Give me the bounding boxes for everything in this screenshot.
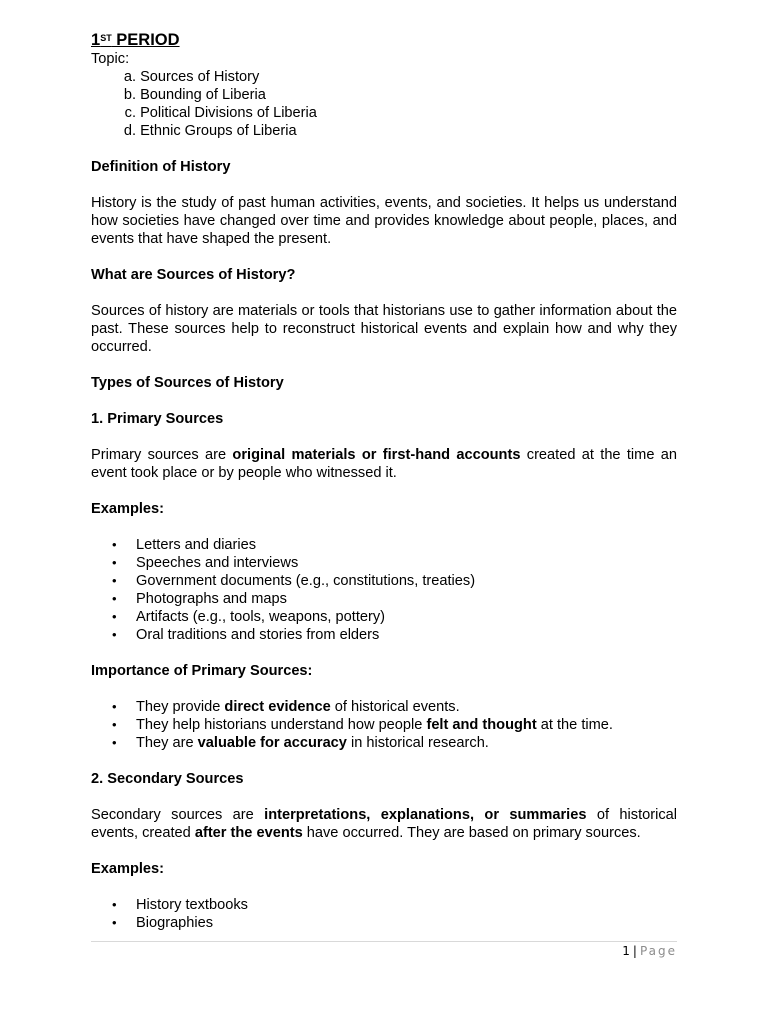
- footer-divider: [91, 941, 677, 942]
- topic-item: [91, 122, 677, 140]
- list-item-text: Photographs and maps: [136, 591, 287, 607]
- topic-list: [91, 68, 677, 140]
- topic-text: Bounding of Liberia: [140, 87, 266, 103]
- what-are-sources-body: Sources of history are materials or tools that historians use to gather information about the past. These sources help to reconstruct historical events and explain how and why they occurred.: [91, 303, 677, 355]
- topic-item: [91, 86, 677, 104]
- topic-label: Topic:: [91, 51, 130, 67]
- list-item: [91, 734, 677, 752]
- document-page: [91, 30, 677, 932]
- topic-text: Ethnic Groups of Liberia: [140, 123, 297, 139]
- definition-body: History is the study of past human activities, events, and societies. It helps us understand how societies have changed over time and provides knowledge about people, places, and events that have shaped the present.: [91, 195, 677, 247]
- topic-marker: c.: [124, 105, 136, 121]
- list-item-text: They are valuable for accuracy in historical research.: [136, 735, 489, 751]
- bullet-icon: •: [112, 537, 117, 552]
- list-item: [91, 554, 677, 572]
- topic-text: Sources of History: [140, 69, 260, 85]
- primary-body-bold: original materials or first-hand accounts: [232, 447, 521, 463]
- page-title: [91, 30, 677, 50]
- importance-list: [91, 698, 677, 752]
- page-number: 1: [622, 944, 630, 958]
- bullet-icon: •: [112, 735, 117, 750]
- primary-sources-heading: 1. Primary Sources: [91, 411, 224, 427]
- secondary-sources-heading: 2. Secondary Sources: [91, 771, 244, 787]
- topic-text: Political Divisions of Liberia: [140, 105, 317, 121]
- list-item-text: History textbooks: [136, 897, 248, 913]
- primary-body-text: created at the time an event took place or by people who witnessed it.: [91, 447, 677, 481]
- secondary-examples-list: [91, 896, 677, 932]
- list-item: [91, 608, 677, 626]
- primary-examples-list: [91, 536, 677, 644]
- list-item-text: They provide direct evidence of historical events.: [136, 699, 460, 715]
- secondary-sources-body: Secondary sources are interpretations, explanations, or summaries of historical events, created after the events have occurred. They are based on primary sources.: [91, 807, 678, 841]
- footer-separator: |: [632, 944, 637, 958]
- list-item-text: They help historians understand how people felt and thought at the time.: [136, 717, 613, 733]
- list-item-text: Letters and diaries: [136, 537, 257, 553]
- page-footer: [622, 943, 677, 959]
- list-item-text: Speeches and interviews: [136, 555, 299, 571]
- title-text: PERIOD: [111, 31, 180, 49]
- topic-item: [91, 68, 677, 86]
- list-item-text: Government documents (e.g., constitutions, treaties): [136, 573, 476, 589]
- importance-heading: Importance of Primary Sources:: [91, 663, 313, 679]
- list-item: [91, 536, 677, 554]
- types-heading: Types of Sources of History: [91, 375, 284, 391]
- list-item: [91, 590, 677, 608]
- topic-item: [91, 104, 677, 122]
- list-item-text: Artifacts (e.g., tools, weapons, pottery): [136, 609, 386, 625]
- primary-examples-heading: Examples:: [91, 501, 165, 517]
- primary-body-text: Primary sources are: [91, 447, 233, 463]
- title-number: 1: [91, 31, 101, 49]
- bullet-icon: •: [112, 591, 117, 606]
- bullet-icon: •: [112, 609, 117, 624]
- title-superscript: ST: [100, 33, 112, 43]
- list-item: [91, 914, 677, 932]
- primary-sources-body: [91, 446, 677, 482]
- secondary-examples-heading: Examples:: [91, 861, 165, 877]
- bullet-icon: •: [112, 717, 117, 732]
- bullet-icon: •: [112, 699, 117, 714]
- bullet-icon: •: [112, 897, 117, 912]
- list-item: [91, 716, 677, 734]
- list-item: [91, 698, 677, 716]
- topic-marker: a.: [123, 69, 136, 85]
- bullet-icon: •: [112, 573, 117, 588]
- list-item-text: Oral traditions and stories from elders: [136, 627, 380, 643]
- topic-marker: d.: [123, 123, 136, 139]
- topic-marker: b.: [123, 87, 136, 103]
- list-item: [91, 572, 677, 590]
- list-item-text: Biographies: [136, 915, 214, 931]
- bullet-icon: •: [112, 915, 117, 930]
- list-item: [91, 626, 677, 644]
- what-are-sources-heading: What are Sources of History?: [91, 267, 296, 283]
- bullet-icon: •: [112, 627, 117, 642]
- list-item: [91, 896, 677, 914]
- bullet-icon: •: [112, 555, 117, 570]
- page-label: Page: [639, 944, 677, 958]
- definition-heading: Definition of History: [91, 159, 231, 175]
